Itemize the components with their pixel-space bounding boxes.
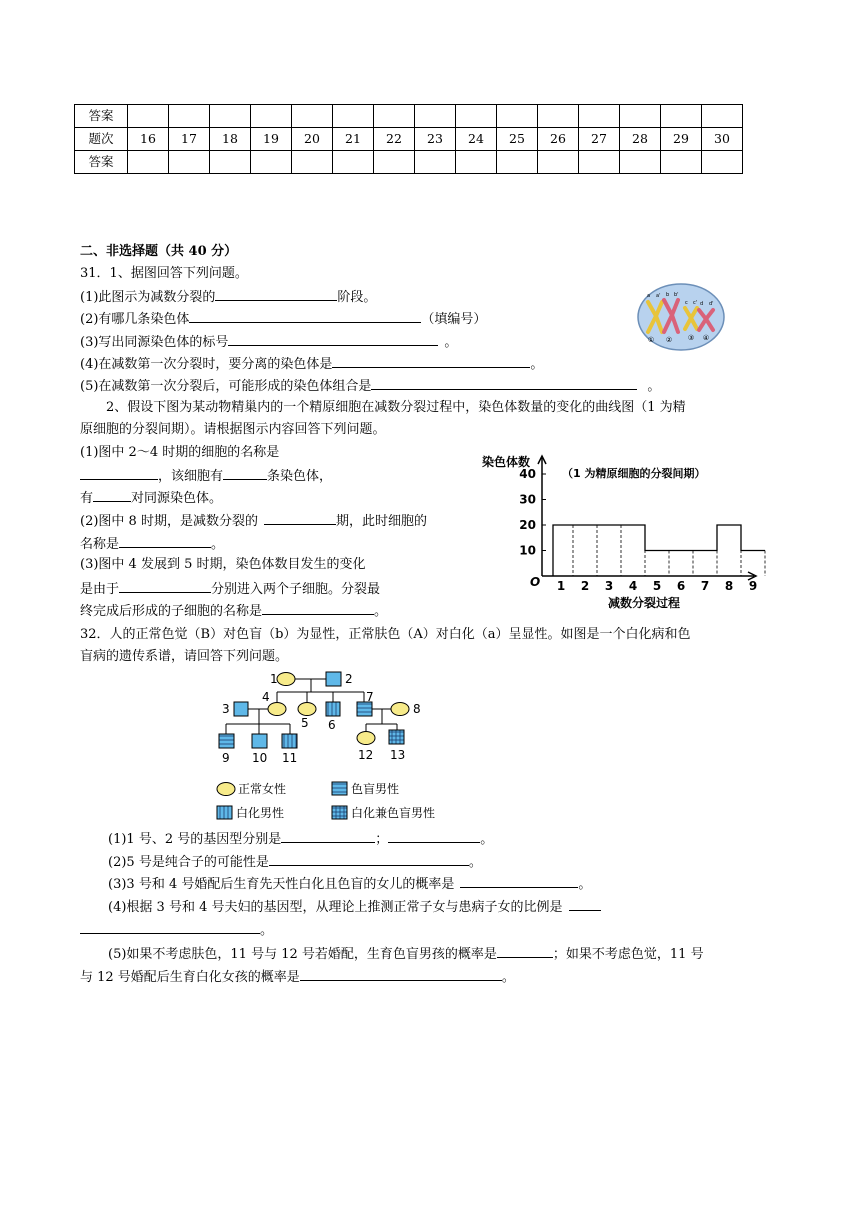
individual-number: 13 [390,748,406,762]
x-tick-label: 4 [628,579,638,593]
individual-11-albino-male [282,734,297,748]
pedigree-diagram [214,666,454,826]
legend-colorblind-male-symbol [332,782,347,795]
text: 期，此时细胞的 [335,514,427,529]
answer-blank[interactable] [332,355,530,368]
text: 是由于 [80,582,120,597]
individual-number: 3 [222,702,230,716]
answer-cell[interactable] [333,105,374,128]
y-tick-label: 30 [519,492,536,507]
answer-cell[interactable] [374,151,415,174]
x-tick-label: 9 [748,579,758,593]
chromosome-count-line [553,525,765,576]
answer-cell[interactable] [169,105,210,128]
answer-blank[interactable] [80,921,260,934]
section-title: 二、非选择题（共 40 分） [80,244,238,259]
gene-label: c' [693,300,698,306]
answer-table [74,104,743,174]
legend-albino-male-label: 白化男性 [236,806,285,820]
answer-blank[interactable] [119,580,211,593]
legend-albino-colorblind-male-label: 白化兼色盲男性 [351,806,436,820]
question-number: 17 [169,128,210,151]
answer-cell[interactable] [456,105,497,128]
answer-cell[interactable] [661,151,702,174]
q31-intro: 31．1、据图回答下列问题。 [80,266,248,281]
q32-item-2 [108,853,482,871]
legend-normal-female-label: 正常女性 [238,782,287,796]
q31-sub3-line2 [80,580,380,598]
answer-blank[interactable] [228,333,438,346]
text: 。 [501,970,515,985]
individual-number: 9 [222,751,230,765]
individual-number: 6 [328,718,336,732]
text: 。 [530,357,544,372]
text: 。 [444,335,458,350]
gene-label: c [685,300,688,306]
answer-cell[interactable] [702,105,743,128]
x-tick-label: 7 [700,579,710,593]
chromosome-cell-figure [636,282,726,352]
individual-3-male [234,702,248,716]
individual-5-female [298,703,316,716]
answer-cell[interactable] [538,105,579,128]
table-row [75,128,743,151]
answer-blank[interactable] [371,377,637,390]
y-tick-label: 20 [519,518,536,532]
question-number: 30 [702,128,743,151]
answer-cell[interactable] [292,105,333,128]
answer-blank[interactable] [497,945,553,958]
q31-item-1 [80,288,376,306]
q32-item-5-line2 [80,968,515,986]
chart-series [553,525,765,576]
q31-part2-line1: 2、假设下图为某动物精巢内的一个精原细胞在减数分裂过程中，染色体数量的变化的曲线图（1 为精 [106,400,686,415]
text: 。 [260,923,274,938]
answer-cell[interactable] [415,105,456,128]
question-number: 24 [456,128,497,151]
y-axis-label: 染色体数 [482,455,531,469]
individual-10-male [252,734,267,748]
answer-cell[interactable] [579,151,620,174]
q31-item-5 [80,377,660,395]
origin-label: O [530,575,541,589]
answer-blank[interactable] [93,489,131,502]
text: (1)1 号、2 号的基因型分别是 [108,832,282,847]
gene-label: b [666,292,670,298]
gene-label: b' [674,292,679,298]
answer-cell[interactable] [210,105,251,128]
text: 对同源染色体。 [131,491,223,506]
answer-cell[interactable] [169,151,210,174]
answer-blank[interactable] [80,467,158,480]
answer-cell[interactable] [579,105,620,128]
answer-blank[interactable] [262,602,374,615]
text: (4)根据 3 号和 4 号夫妇的基因型，从理论上推测正常子女与患病子女的比例是 [108,900,563,915]
answer-blank[interactable] [264,512,336,525]
q32-item-3 [108,875,591,893]
answer-blank[interactable] [189,310,421,323]
q32-item-4-cont [80,921,273,939]
q31-item-4 [80,355,543,373]
individual-12-female [357,732,375,745]
row-label: 答案 [75,105,128,128]
individual-number: 4 [262,690,270,704]
pedigree-numbers [222,672,421,765]
text: ； [375,832,389,847]
individual-number: 5 [301,716,309,730]
q32-item-1 [108,830,493,848]
question-number: 19 [251,128,292,151]
q32-item-4 [108,898,601,916]
answer-blank[interactable] [215,288,337,301]
text: (3)写出同源染色体的标号 [80,335,229,350]
individual-number: 7 [366,690,374,704]
q31-part2-line2: 原细胞的分裂间期）。请根据图示内容回答下列问题。 [80,422,386,437]
answer-cell[interactable] [128,151,169,174]
chromosome-number: ② [665,336,673,344]
individual-13-albino-colorblind-male [389,730,404,744]
q31-sub2-line1 [80,512,427,530]
legend-normal-female-symbol [217,783,235,796]
answer-blank[interactable] [569,898,601,911]
x-axis-label: 减数分裂过程 [608,596,681,610]
chart-note: （1 为精原细胞的分裂间期） [562,467,706,480]
row-label: 题次 [75,128,128,151]
question-number: 23 [415,128,456,151]
individual-9-colorblind-male [219,734,234,748]
individual-8-female [391,703,409,716]
q31-sub3-line3 [80,602,387,620]
text: （填编号） [421,312,487,327]
text: (2)有哪几条染色体 [80,312,190,327]
chromosome-number: ④ [702,334,710,342]
question-number: 26 [538,128,579,151]
text: (2)图中 8 时期，是减数分裂的 [80,514,258,529]
text: 。 [647,379,661,394]
text: 。 [468,855,482,870]
q31-sub1-line2 [80,467,332,485]
y-tick-label: 10 [519,543,536,558]
question-number: 25 [497,128,538,151]
text: 与 12 号婚配后生育白化女孩的概率是 [80,970,300,985]
x-tick-label: 2 [580,579,590,593]
question-number: 20 [292,128,333,151]
gene-label: a [647,293,651,299]
individual-4-female [268,703,286,716]
answer-blank[interactable] [223,467,267,480]
text: 阶段。 [337,290,377,305]
individual-number: 12 [358,748,374,762]
answer-blank[interactable] [388,830,480,843]
x-tick-label: 1 [556,579,566,593]
answer-cell[interactable] [415,151,456,174]
individual-number: 11 [282,751,298,765]
answer-cell[interactable] [497,105,538,128]
chromosome-count-chart [478,450,768,620]
answer-cell[interactable] [620,151,661,174]
question-number: 29 [661,128,702,151]
text: 。 [374,604,388,619]
chart-ticks [519,467,757,593]
q31-sub2-line2 [80,535,224,553]
individual-2-male [326,672,341,686]
individual-number: 1 [270,672,278,686]
answer-cell[interactable] [497,151,538,174]
gene-label: d' [709,301,714,307]
chromosome-number: ③ [687,334,695,342]
text: (5)如果不考虑肤色，11 号与 12 号若婚配，生育色盲男孩的概率是 [108,947,497,962]
answer-blank[interactable] [119,535,211,548]
individual-number: 8 [413,702,421,716]
answer-cell[interactable] [702,151,743,174]
answer-cell[interactable] [292,151,333,174]
text: 。 [578,877,592,892]
q31-sub1-line3 [80,489,222,507]
answer-cell[interactable] [538,151,579,174]
individual-number: 10 [252,751,268,765]
answer-blank[interactable] [269,853,469,866]
text: 条染色体， [267,469,333,484]
answer-cell[interactable] [210,151,251,174]
gene-label: d [700,301,704,307]
q32-intro-line2: 盲病的遗传系谱，请回答下列问题。 [80,649,289,664]
q32-item-5-line1 [108,945,704,963]
answer-cell[interactable] [333,151,374,174]
q32-intro-line1: 32．人的正常色觉（B）对色盲（b）为显性，正常肤色（A）对白化（a）呈显性。如图是一个白化病和色 [80,627,691,642]
answer-cell[interactable] [620,105,661,128]
table-row [75,151,743,174]
text: (4)在减数第一次分裂时，要分离的染色体是 [80,357,333,372]
gene-label: a' [656,293,661,299]
answer-cell[interactable] [456,151,497,174]
row-label: 答案 [75,151,128,174]
text: 名称是 [80,537,120,552]
text: 。 [211,537,225,552]
question-number: 16 [128,128,169,151]
answer-blank[interactable] [281,830,375,843]
text: 终完成后形成的子细胞的名称是 [80,604,263,619]
legend-albino-male-symbol [217,806,232,819]
legend-albino-colorblind-male-symbol [332,806,347,819]
x-tick-label: 8 [724,579,734,593]
text: (5)在减数第一次分裂后，可能形成的染色体组合是 [80,379,372,394]
answer-cell[interactable] [128,105,169,128]
question-number: 21 [333,128,374,151]
x-tick-label: 3 [604,579,614,593]
text: ；如果不考虑色觉，11 号 [552,947,704,962]
q31-item-3 [80,333,457,351]
q31-item-2 [80,310,486,328]
table-row [75,105,743,128]
answer-cell[interactable] [251,105,292,128]
individual-7-colorblind-male [357,702,372,716]
text: 有 [80,491,94,506]
answer-cell[interactable] [374,105,415,128]
answer-blank[interactable] [460,875,578,888]
text: (3)3 号和 4 号婚配后生育先天性白化且色盲的女儿的概率是 [108,877,455,892]
question-number: 27 [579,128,620,151]
question-number: 18 [210,128,251,151]
text: 分别进入两个子细胞。分裂最 [211,582,381,597]
text: 。 [480,832,494,847]
chromosome-number: ① [647,336,655,344]
question-number: 28 [620,128,661,151]
text: (2)5 号是纯合子的可能性是 [108,855,269,870]
individual-number: 2 [345,672,353,686]
individual-6-albino-male [326,702,340,716]
answer-blank[interactable] [300,968,502,981]
x-tick-label: 5 [652,579,662,593]
answer-cell[interactable] [661,105,702,128]
question-number: 22 [374,128,415,151]
text: ，该细胞有 [158,469,224,484]
individual-1-female [277,673,295,686]
q31-sub1-line1: (1)图中 2～4 时期的细胞的名称是 [80,445,280,460]
q31-sub3-line1: (3)图中 4 发展到 5 时期，染色体数目发生的变化 [80,557,366,572]
legend-colorblind-male-label: 色盲男性 [351,782,400,796]
answer-cell[interactable] [251,151,292,174]
y-tick-label: 40 [519,467,536,481]
text: (1)此图示为减数分裂的 [80,290,216,305]
x-tick-label: 6 [676,579,686,593]
